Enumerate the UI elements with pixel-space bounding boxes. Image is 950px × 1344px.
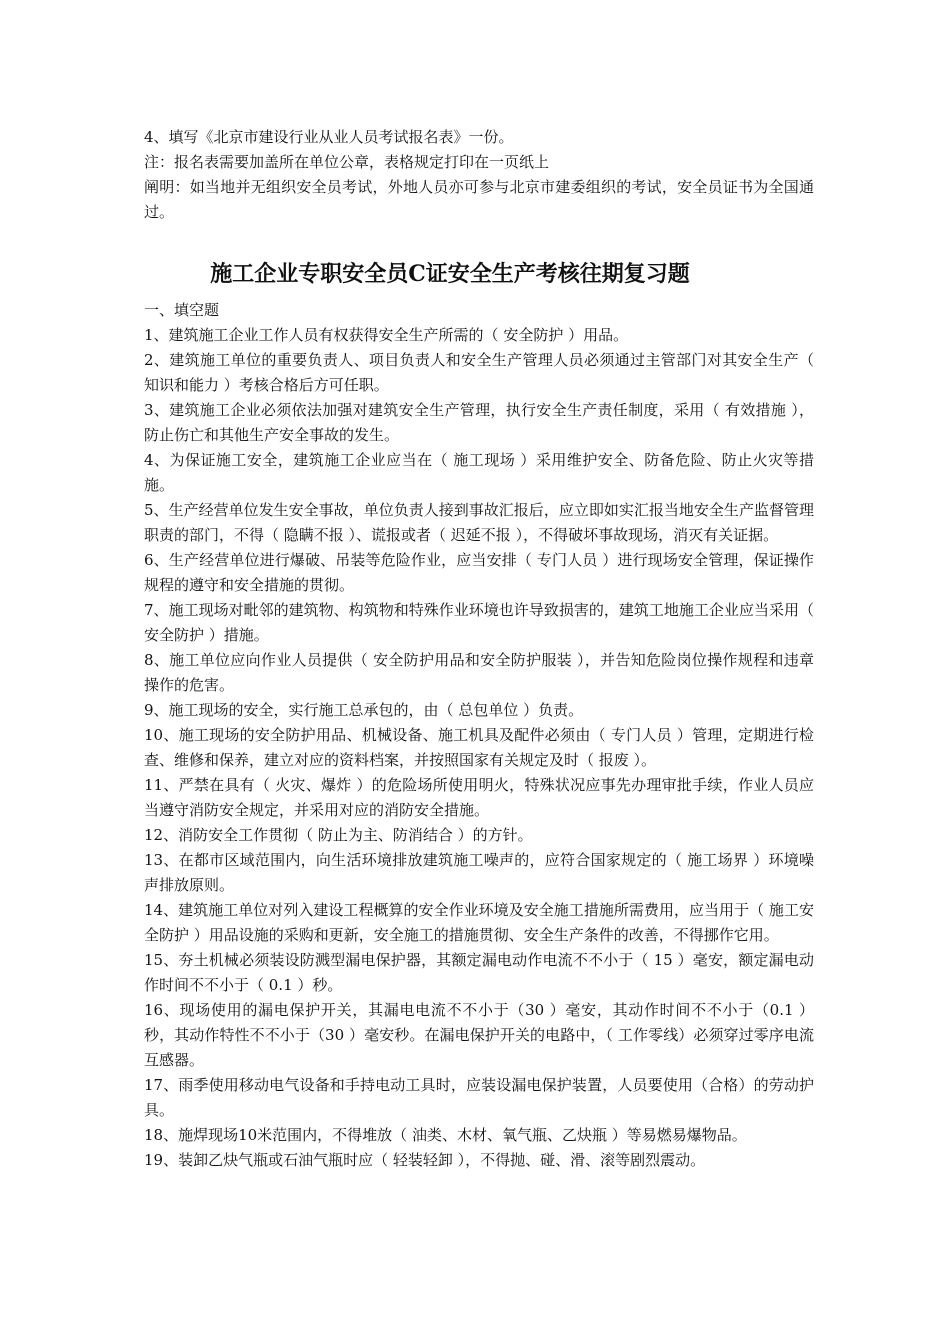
question-item: 11、严禁在具有（ 火灾、爆炸 ）的危险场所使用明火，特殊状况应事先办理审批手续，作业人员应当遵守消防安全规定，并采用对应的消防安全措施。 <box>144 776 814 819</box>
question-item: 15、夯土机械必须装设防溅型漏电保护器，其额定漏电动作电流不不小于（ 15 ）毫安，额定漏电动作时间不不小于（ 0.1 ）秒。 <box>144 951 814 994</box>
intro-paragraph: 4、填写《北京市建设行业从业人员考试报名表》一份。 <box>144 128 514 146</box>
intro-section <box>144 125 814 225</box>
document-title: 施工企业专职安全员C证安全生产考核往期复习题 <box>210 261 690 287</box>
question-item: 6、生产经营单位进行爆破、吊装等危险作业，应当安排（ 专门人员 ）进行现场安全管理，保证操作规程的遵守和安全措施的贯彻。 <box>144 551 814 594</box>
question-item: 10、施工现场的安全防护用品、机械设备、施工机具及配件必须由（ 专门人员 ）管理，定期进行检查、维修和保养，建立对应的资料档案，并按照国家有关规定及时（ 报废 ）。 <box>144 726 814 769</box>
question-item: 7、施工现场对毗邻的建筑物、构筑物和特殊作业环境也许导致损害的，建筑工地施工企业应当采用（ 安全防护 ）措施。 <box>144 601 814 644</box>
question-item: 4、为保证施工安全，建筑施工企业应当在（ 施工现场 ）采用维护安全、防备危险、防止火灾等措施。 <box>144 451 814 494</box>
question-item: 12、消防安全工作贯彻（ 防止为主、防消结合 ）的方针。 <box>144 826 533 844</box>
question-item: 9、施工现场的安全，实行施工总承包的，由（ 总包单位 ）负责。 <box>144 701 584 719</box>
question-item: 14、建筑施工单位对列入建设工程概算的安全作业环境及安全施工措施所需费用，应当用于（ 施工安全防护 ）用品设施的采购和更新，安全施工的措施贯彻、安全生产条件的改善，不得挪作它用。 <box>144 901 814 944</box>
intro-paragraph: 注：报名表需要加盖所在单位公章，表格规定打印在一页纸上 <box>144 153 550 171</box>
question-item: 18、施焊现场10米范围内，不得堆放（ 油类、木材、氧气瓶、乙炔瓶 ）等易燃易爆物品。 <box>144 1126 747 1144</box>
question-item: 8、施工单位应向作业人员提供（ 安全防护用品和安全防护服装 ），并告知危险岗位操作规程和违章操作的危害。 <box>144 651 814 694</box>
intro-paragraph: 阐明：如当地并无组织安全员考试，外地人员亦可参与北京市建委组织的考试，安全员证书为全国通过。 <box>144 178 814 221</box>
question-section <box>144 298 814 1173</box>
question-item: 5、生产经营单位发生安全事故，单位负责人接到事故汇报后，应立即如实汇报当地安全生产监督管理职责的部门，不得（ 隐瞒不报 ）、谎报或者（ 迟延不报 ），不得破坏事故现场，消灭有关证据。 <box>144 501 814 544</box>
question-item: 17、雨季使用移动电气设备和手持电动工具时，应装设漏电保护装置，人员要使用（合格）的劳动护具。 <box>144 1076 814 1119</box>
question-item: 2、建筑施工单位的重要负责人、项目负责人和安全生产管理人员必须通过主管部门对其安全生产（ 知识和能力 ）考核合格后方可任职。 <box>144 351 814 394</box>
question-item: 16、现场使用的漏电保护开关，其漏电电流不不小于（30 ）毫安，其动作时间不不小于（0.1 ）秒，其动作特性不不小于（30 ）毫安秒。在漏电保护开关的电路中，（ 工作零线）必须穿过零序电流互感器。 <box>144 1001 814 1069</box>
question-item: 13、在都市区域范围内，向生活环境排放建筑施工噪声的，应符合国家规定的（ 施工场界 ）环境噪声排放原则。 <box>144 851 814 894</box>
question-item: 19、装卸乙炔气瓶或石油气瓶时应（ 轻装轻卸 ），不得抛、碰、滑、滚等剧烈震动。 <box>144 1151 706 1169</box>
question-item: 1、建筑施工企业工作人员有权获得安全生产所需的（ 安全防护 ）用品。 <box>144 326 629 344</box>
question-item: 3、建筑施工企业必须依法加强对建筑安全生产管理，执行安全生产责任制度，采用（ 有效措施 ），防止伤亡和其他生产安全事故的发生。 <box>144 401 814 444</box>
section-heading: 一、填空题 <box>144 301 220 319</box>
